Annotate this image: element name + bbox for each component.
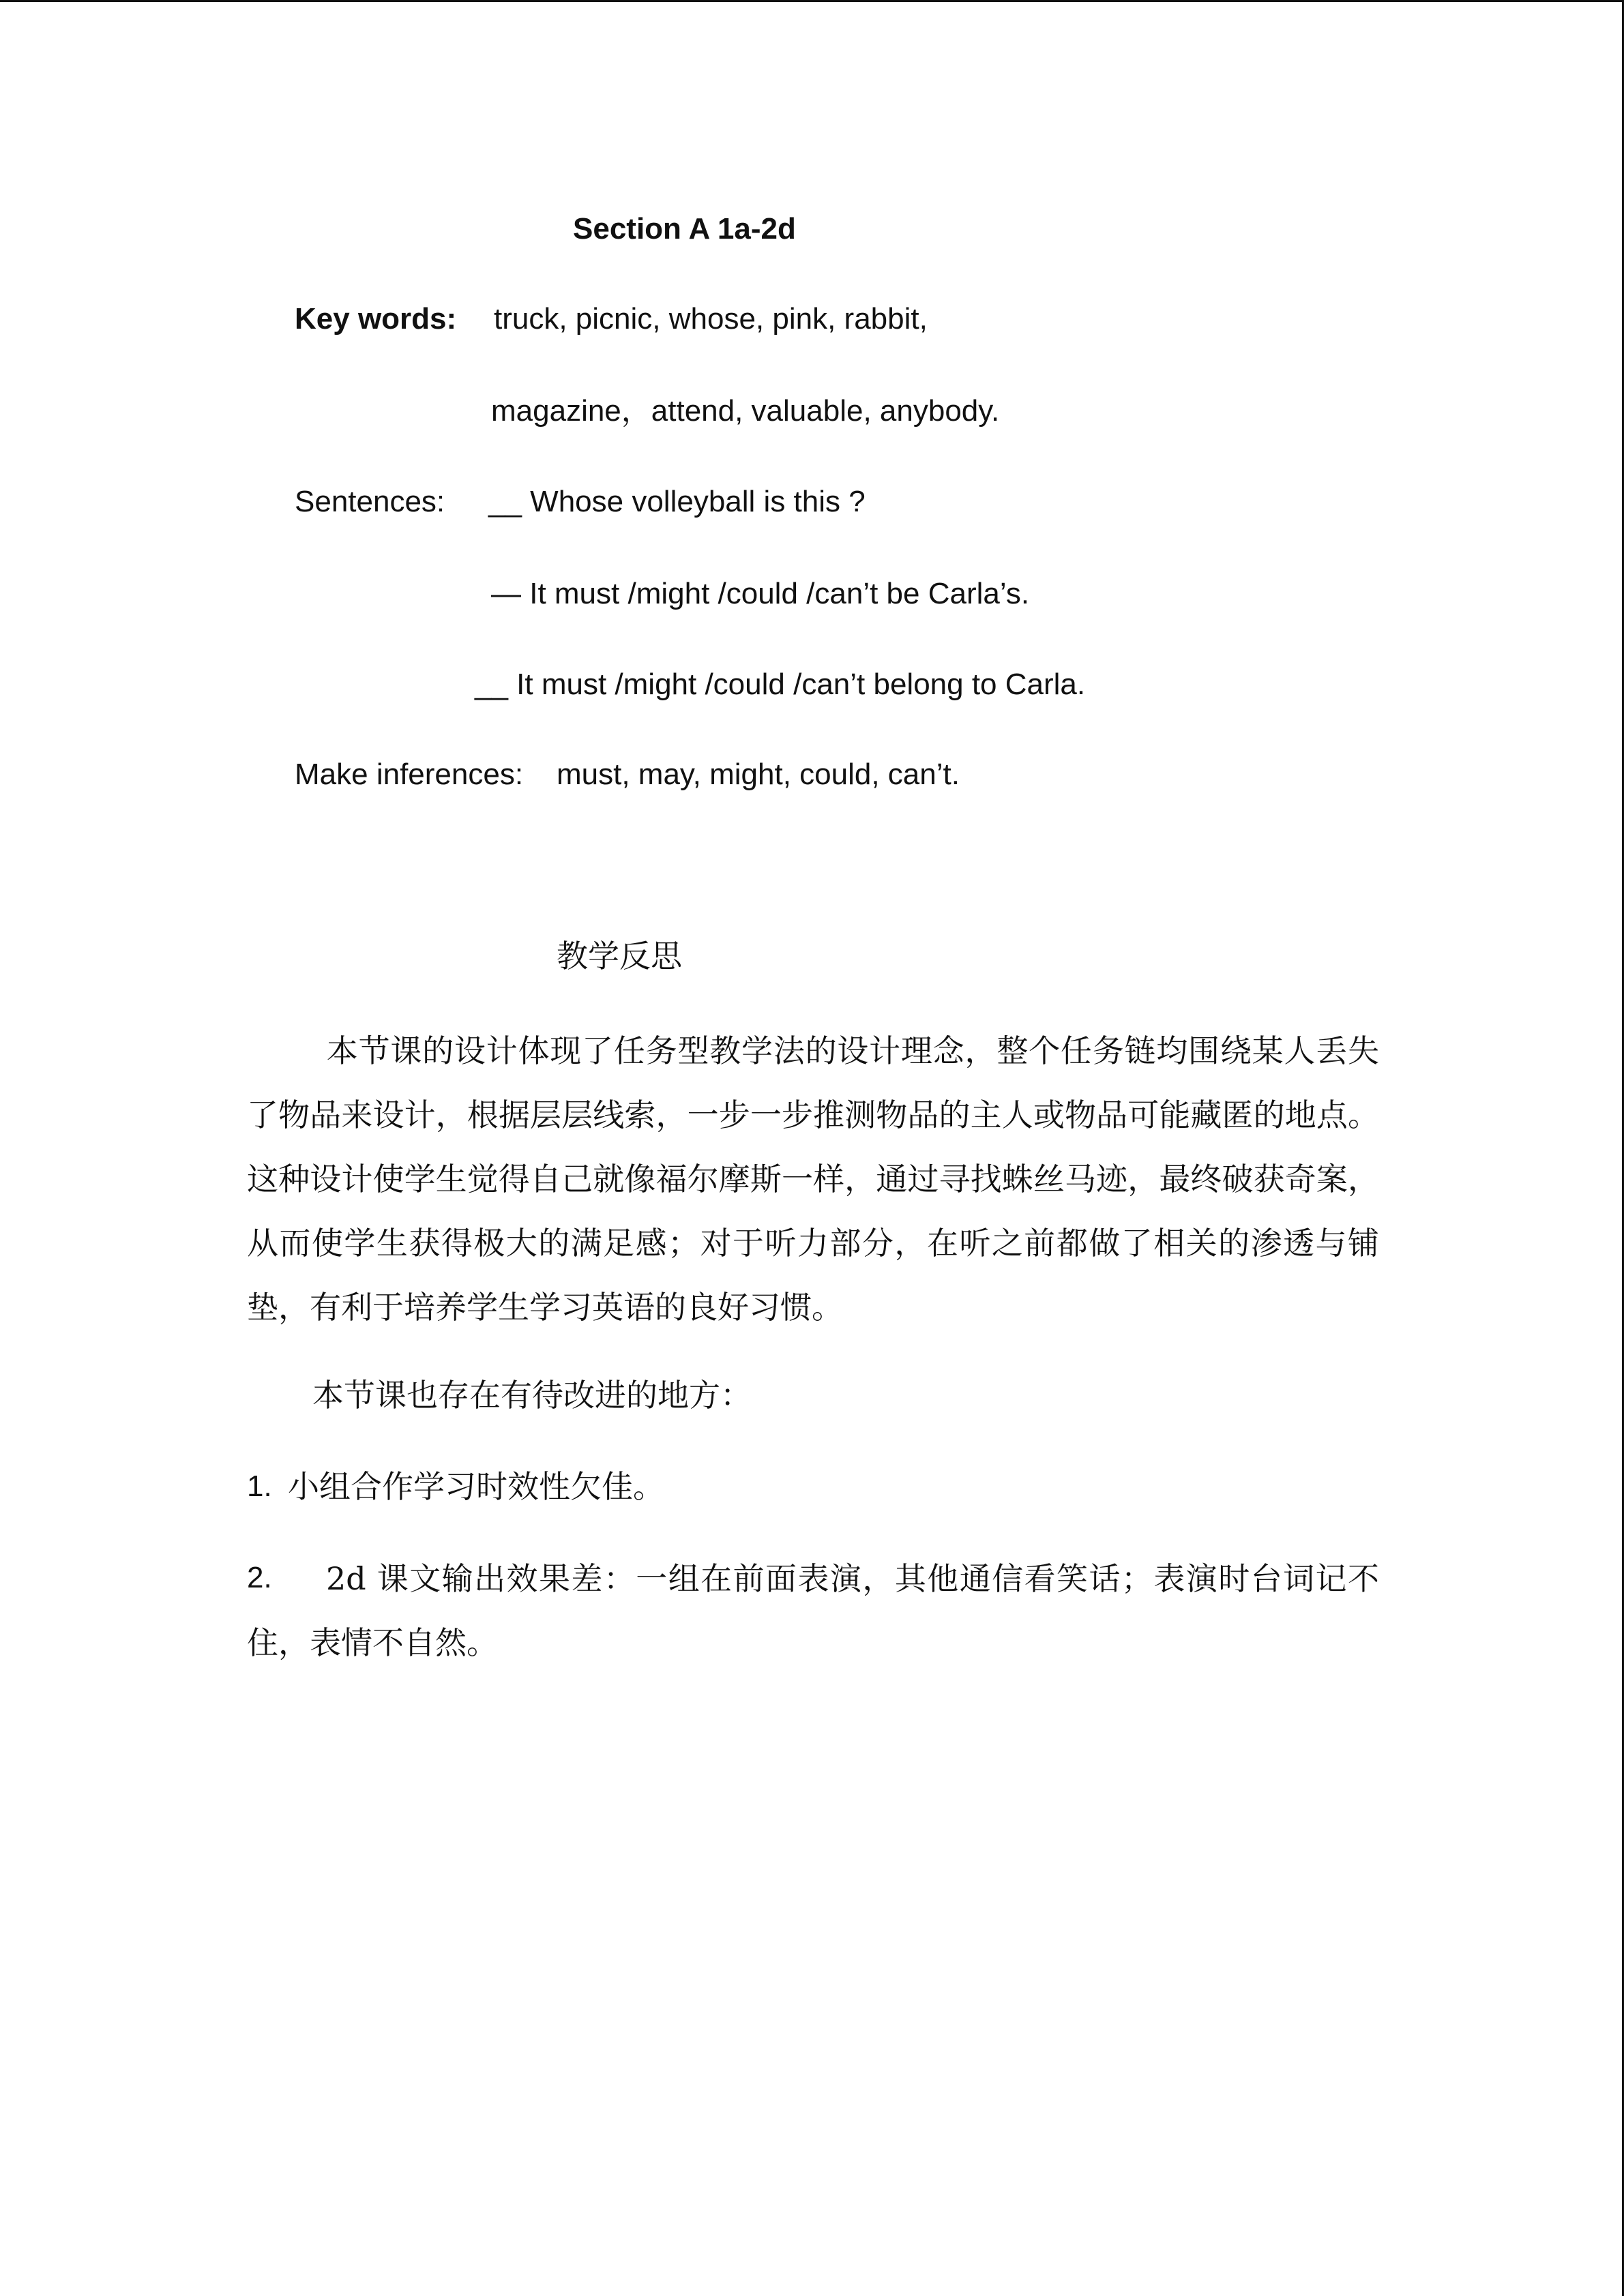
sentence-2: — It must /might /could /can’t be Carla’s. <box>491 577 1030 610</box>
sentence-3: __ It must /might /could /can’t belong to Carla. <box>475 668 1086 701</box>
key-words-line-2: magazine，attend, valuable, anybody. <box>491 394 1000 428</box>
inferences-label: Make inferences: <box>295 758 524 791</box>
list-item-1-number: 1. <box>247 1470 272 1503</box>
reflection-title: 教学反思 <box>557 938 682 974</box>
key-words-label: Key words: <box>295 302 457 336</box>
inferences-text: must, may, might, could, can’t. <box>557 758 960 791</box>
improve-intro: 本节课也存在有待改进的地方： <box>312 1377 752 1414</box>
list-item-2-text: 2d 课文输出效果差：一组在前面表演，其他通信看笑话；表演时台词记不住，表情不自然。 <box>247 1560 1379 1661</box>
key-words-line-1: truck, picnic, whose, pink, rabbit, <box>494 302 928 336</box>
list-item-2-number: 2. <box>247 1561 272 1594</box>
list-item-2 <box>247 1547 1379 1675</box>
sentences-label: Sentences: <box>295 485 445 518</box>
sentence-1: __ Whose volleyball is this ? <box>488 485 866 518</box>
reflection-paragraph <box>247 1019 1379 1339</box>
section-title: Section A 1a-2d <box>573 212 796 245</box>
page-top-border <box>0 0 1624 2</box>
reflection-paragraph-text: 本节课的设计体现了任务型教学法的设计理念，整个任务链均围绕某人丢失了物品来设计，根据层层线索，一步一步推测物品的主人或物品可能藏匿的地点。这种设计使学生觉得自己就像福尔摩斯一样，通过寻找蛛丝马迹，最终破获奇案，从而使学生获得极大的满足感；对于听力部分，在听之前都做了相关的渗透与铺垫，有利于培养学生学习英语的良好习惯。 <box>247 1032 1379 1326</box>
list-item-1-text: 小组合作学习时效性欠佳。 <box>288 1468 664 1505</box>
